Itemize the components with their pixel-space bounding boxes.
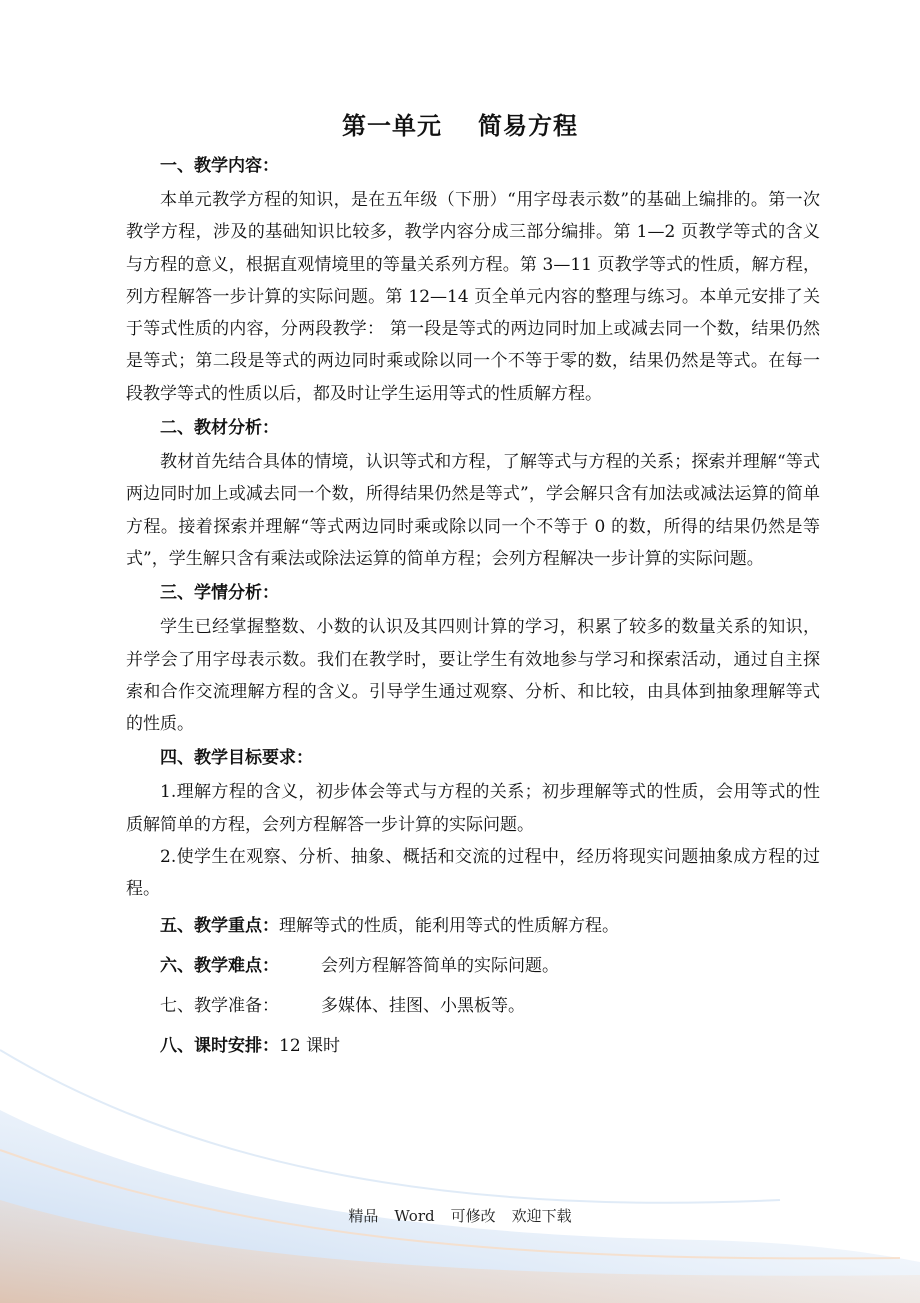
- row-label: 六、教学难点：: [160, 955, 279, 976]
- row-label: 八、课时安排：: [160, 1035, 279, 1056]
- key-point-row: [126, 910, 820, 942]
- title-topic: 简易方程: [478, 112, 578, 140]
- row-value: 12 课时: [279, 1035, 341, 1056]
- preparation-row: [126, 990, 820, 1022]
- section-paragraph: 本单元教学方程的知识，是在五年级（下册）“用字母表示数”的基础上编排的。第一次教学方程，涉及的基础知识比较多，教学内容分成三部分编排。第 1—2 页教学等式的含义与方程的意义，根据直观情境里的等量关系列方程。第 3—11 页教学等式的性质，解方程，列方程解答一步计算的实际问题。第 12—14 页全单元内容的整理与练习。本单元安排了关于等式性质的内容，分两段教学： 第一段是等式的两边同时加上或减去同一个数，结果仍然是等式；第二段是等式的两边同时乘或除以同一个不等于零的数，结果仍然是等式。在每一段教学等式的性质以后，都及时让学生运用等式的性质解方程。: [126, 190, 820, 404]
- footer-text: 精品: [348, 1207, 379, 1225]
- footer-text: 可修改: [450, 1207, 496, 1225]
- footer-text: 欢迎下载: [511, 1207, 572, 1225]
- document-body: [126, 148, 820, 1070]
- row-value: 理解等式的性质，能利用等式的性质解方程。: [279, 915, 619, 936]
- footer-text: Word: [394, 1207, 435, 1225]
- section-paragraph: 学生已经掌握整数、小数的认识及其四则计算的学习，积累了较多的数量关系的知识，并学会了用字母表示数。我们在教学时，要让学生有效地参与学习和探索活动，通过自主探索和合作交流理解方程的含义。引导学生通过观察、分析、和比较，由具体到抽象理解等式的性质。: [126, 617, 820, 735]
- difficulty-row: [126, 950, 820, 982]
- row-label: 五、教学重点：: [160, 915, 279, 936]
- section-heading: 三、学情分析：: [160, 583, 279, 604]
- section-heading: 四、教学目标要求：: [160, 748, 313, 769]
- row-value: 多媒体、挂图、小黑板等。: [321, 995, 525, 1016]
- section-heading: 二、教材分析：: [160, 418, 279, 439]
- document-title: [0, 108, 920, 144]
- title-unit: 第一单元: [342, 112, 442, 140]
- section-paragraph: 2.使学生在观察、分析、抽象、概括和交流的过程中，经历将现实问题抽象成方程的过程。: [126, 847, 820, 900]
- section-heading: 一、教学内容：: [160, 156, 279, 176]
- row-label: 七、教学准备：: [160, 995, 279, 1016]
- section-paragraph: 教材首先结合具体的情境，认识等式和方程，了解等式与方程的关系；探索并理解“等式两边同时加上或减去同一个数，所得结果仍然是等式”，学会解只含有加法或减法运算的简单方程。接着探索并理解“等式两边同时乘或除以同一个不等于 0 的数，所得的结果仍然是等式”，学生解只含有乘法或除法运算的简单方程；会列方程解决一步计算的实际问题。: [126, 452, 820, 569]
- page-footer: [0, 1204, 920, 1228]
- section-paragraph: 1.理解方程的含义，初步体会等式与方程的关系；初步理解等式的性质，会用等式的性质解简单的方程，会列方程解答一步计算的实际问题。: [126, 782, 820, 835]
- row-value: 会列方程解答简单的实际问题。: [321, 955, 559, 976]
- schedule-row: [126, 1030, 820, 1062]
